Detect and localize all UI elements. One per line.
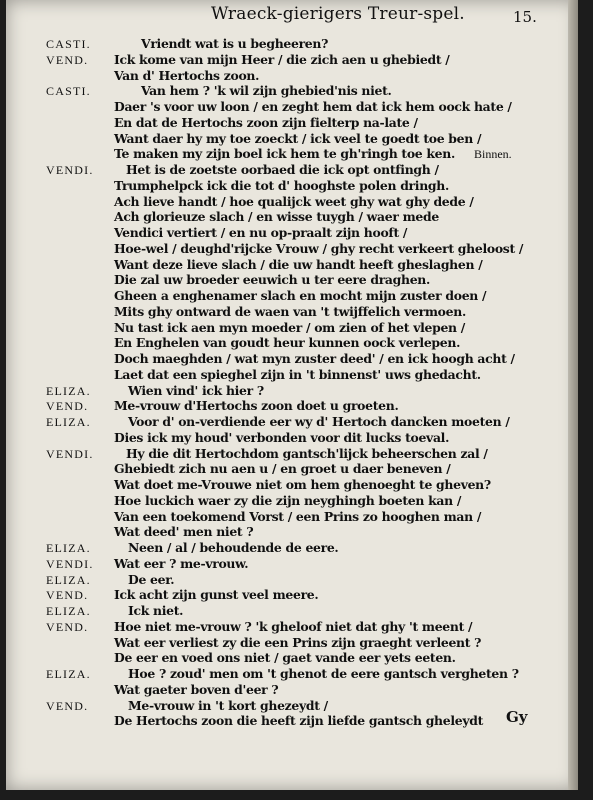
verse-line: [6, 115, 566, 132]
verse-text: Hoe ? zoud' men om 't ghenot de eere gantsch vergheten ?: [128, 666, 519, 681]
verse-line: [6, 288, 566, 305]
verse-text: Laet dat een spieghel zijn in 't binnenst' uws ghedacht.: [114, 366, 481, 382]
verse-text: Dies ick my houd' verbonden voor dit lucks toeval.: [114, 429, 450, 445]
stage-direction: Binnen.: [474, 147, 512, 162]
verse-line: [6, 713, 566, 730]
verse-line: [6, 52, 566, 69]
book-page: [6, 0, 578, 790]
verse-line: [6, 241, 566, 258]
verse-line: [6, 367, 566, 384]
speaker-label: CASTI.: [46, 37, 91, 51]
verse-line: [6, 383, 566, 400]
verse-text: Ghebiedt zich nu aen u / en groet u daer beneven /: [114, 461, 451, 477]
verse-line: [6, 414, 566, 431]
verse-line: [6, 83, 566, 100]
verse-text: Gheen a enghenamer slach en mocht mijn zuster doen /: [114, 288, 487, 303]
verse-text: Doch maeghden / wat myn zuster deed' / en ick hoogh acht /: [114, 351, 515, 366]
speaker-label: VEND.: [46, 399, 89, 414]
verse-line: [6, 619, 566, 636]
page-number: 15.: [513, 8, 537, 26]
verse-text: Voor d' on-verdiende eer wy d' Hertoch dancken moeten /: [128, 414, 510, 429]
speaker-label: VEND.: [46, 619, 89, 634]
verse-line: [6, 461, 566, 478]
verse-text: Hy die dit Hertochdom gantsch'lijck beheerschen zal /: [126, 445, 488, 461]
verse-text: Van een toekomend Vorst / een Prins zo hooghen man /: [114, 508, 482, 524]
verse-line: [6, 698, 566, 715]
verse-line: [6, 272, 566, 289]
verse-line: [6, 650, 566, 667]
verse-line: [6, 304, 566, 321]
verse-line: [6, 351, 566, 368]
verse-text: Ach lieve handt / hoe qualijck weet ghy wat ghy dede /: [114, 193, 474, 209]
speaker-label: VENDI.: [46, 163, 94, 177]
verse-line: [6, 540, 566, 557]
verse-text: De eer.: [128, 571, 175, 587]
verse-text: Ach glorieuze slach / en wisse tuygh / waer mede: [114, 209, 439, 225]
verse-text: En Enghelen van goudt heur kunnen oock verlepen.: [114, 335, 461, 351]
running-header-title: Wraeck-gierigers Treur-spel.: [211, 4, 465, 24]
verse-line: [6, 493, 566, 510]
speaker-label: ELIZA.: [46, 383, 91, 398]
verse-line: [6, 509, 566, 526]
speaker-label: ELIZA.: [46, 541, 91, 555]
verse-line: [6, 335, 566, 352]
verse-text: Me-vrouw in 't kort ghezeydt /: [128, 697, 328, 713]
speaker-label: VENDI.: [46, 446, 94, 461]
verse-line: [6, 146, 566, 163]
verse-text: Me-vrouw d'Hertochs zoon doet u groeten.: [114, 398, 399, 414]
verse-text: Wat deed' men niet ?: [114, 524, 254, 540]
verse-text: Nu tast ick aen myn moeder / om zien of het vlepen /: [114, 319, 465, 335]
verse-line: [6, 320, 566, 337]
verse-line: [6, 209, 566, 226]
verse-line: [6, 587, 566, 604]
verse-text: En dat de Hertochs zoon zijn fielterp na-late /: [114, 114, 418, 130]
verse-line: [6, 524, 566, 541]
verse-line: [6, 68, 566, 85]
verse-text: Die zal uw broeder eeuwich u ter eere draghen.: [114, 272, 431, 288]
verse-line: [6, 178, 566, 195]
verse-text: Hoe niet me-vrouw ? 'k gheloof niet dat ghy 't meent /: [114, 618, 473, 634]
verse-line: [6, 477, 566, 494]
verse-text: Want daer hy my toe zoeckt / ick veel te goedt toe ben /: [114, 130, 482, 146]
verse-text: Want deze lieve slach / die uw handt heeft gheslaghen /: [114, 256, 483, 272]
verse-line: [6, 257, 566, 274]
verse-text: De eer en voed ons niet / gaet vande eer yets eeten.: [114, 650, 456, 666]
verse-line: [6, 194, 566, 211]
catchword: Gy: [506, 708, 528, 726]
verse-text: Wien vind' ick hier ?: [128, 382, 264, 398]
verse-line: [6, 99, 566, 116]
verse-text: Het is de zoetste oorbaed die ick opt ontfingh /: [126, 162, 439, 177]
verse-text: Hoe luckich waer zy die zijn neyghingh boeten kan /: [114, 492, 462, 508]
verse-line: [6, 398, 566, 415]
verse-line: [6, 635, 566, 652]
speaker-label: VEND.: [46, 698, 89, 713]
verse-text: Ick acht zijn gunst veel meere.: [114, 587, 319, 603]
verse-text: Vendici vertiert / en nu op-praalt zijn hooft /: [114, 225, 408, 240]
verse-text: De Hertochs zoon die heeft zijn liefde gantsch gheleydt: [114, 713, 484, 729]
verse-line: [6, 162, 566, 179]
verse-text: Neen / al / behoudende de eere.: [128, 540, 339, 555]
verse-text: Wat eer ? me-vrouw.: [114, 555, 249, 571]
speaker-label: ELIZA.: [46, 572, 91, 587]
page-gutter-shadow: [568, 0, 578, 790]
verse-line: [6, 603, 566, 620]
verse-text: Wat eer verliest zy die een Prins zijn graeght verleent ?: [114, 634, 482, 650]
verse-text: Te maken my zijn boel ick hem te gh'ringh toe ken.: [114, 146, 455, 162]
verse-text: Trumphelpck ick die tot d' hooghste polen dringh.: [114, 177, 449, 193]
verse-line: [6, 131, 566, 148]
verse-line: [6, 36, 566, 53]
verse-line: [6, 682, 566, 699]
verse-text: Ick kome van mijn Heer / die zich aen u ghebiedt /: [114, 51, 450, 67]
verse-text: Mits ghy ontward de waen van 't twijffelich vermoen.: [114, 303, 466, 319]
speaker-label: VEND.: [46, 52, 89, 67]
verse-line: [6, 556, 566, 573]
verse-text: Van hem ? 'k wil zijn ghebied'nis niet.: [141, 83, 392, 99]
verse-text: Wat gaeter boven d'eer ?: [114, 681, 279, 697]
verse-text: Ick niet.: [128, 603, 184, 618]
verse-line: [6, 666, 566, 683]
verse-line: [6, 225, 566, 242]
verse-text: Vriendt wat is u begheeren?: [141, 36, 329, 51]
verse-text: Hoe-wel / deughd'rijcke Vrouw / ghy recht verkeert gheloost /: [114, 240, 524, 256]
speaker-label: ELIZA.: [46, 667, 91, 681]
speaker-label: CASTI.: [46, 84, 91, 99]
verse-line: [6, 430, 566, 447]
speaker-label: VENDI.: [46, 556, 94, 571]
speaker-label: ELIZA.: [46, 415, 91, 429]
verse-line: [6, 446, 566, 463]
verse-line: [6, 572, 566, 589]
verse-text: Van d' Hertochs zoon.: [114, 67, 260, 83]
speaker-label: ELIZA.: [46, 604, 91, 618]
speaker-label: VEND.: [46, 588, 89, 603]
verse-text: Wat doet me-Vrouwe niet om hem ghenoeght te gheven?: [114, 477, 491, 492]
verse-text: Daer 's voor uw loon / en zeght hem dat ick hem oock hate /: [114, 99, 512, 114]
